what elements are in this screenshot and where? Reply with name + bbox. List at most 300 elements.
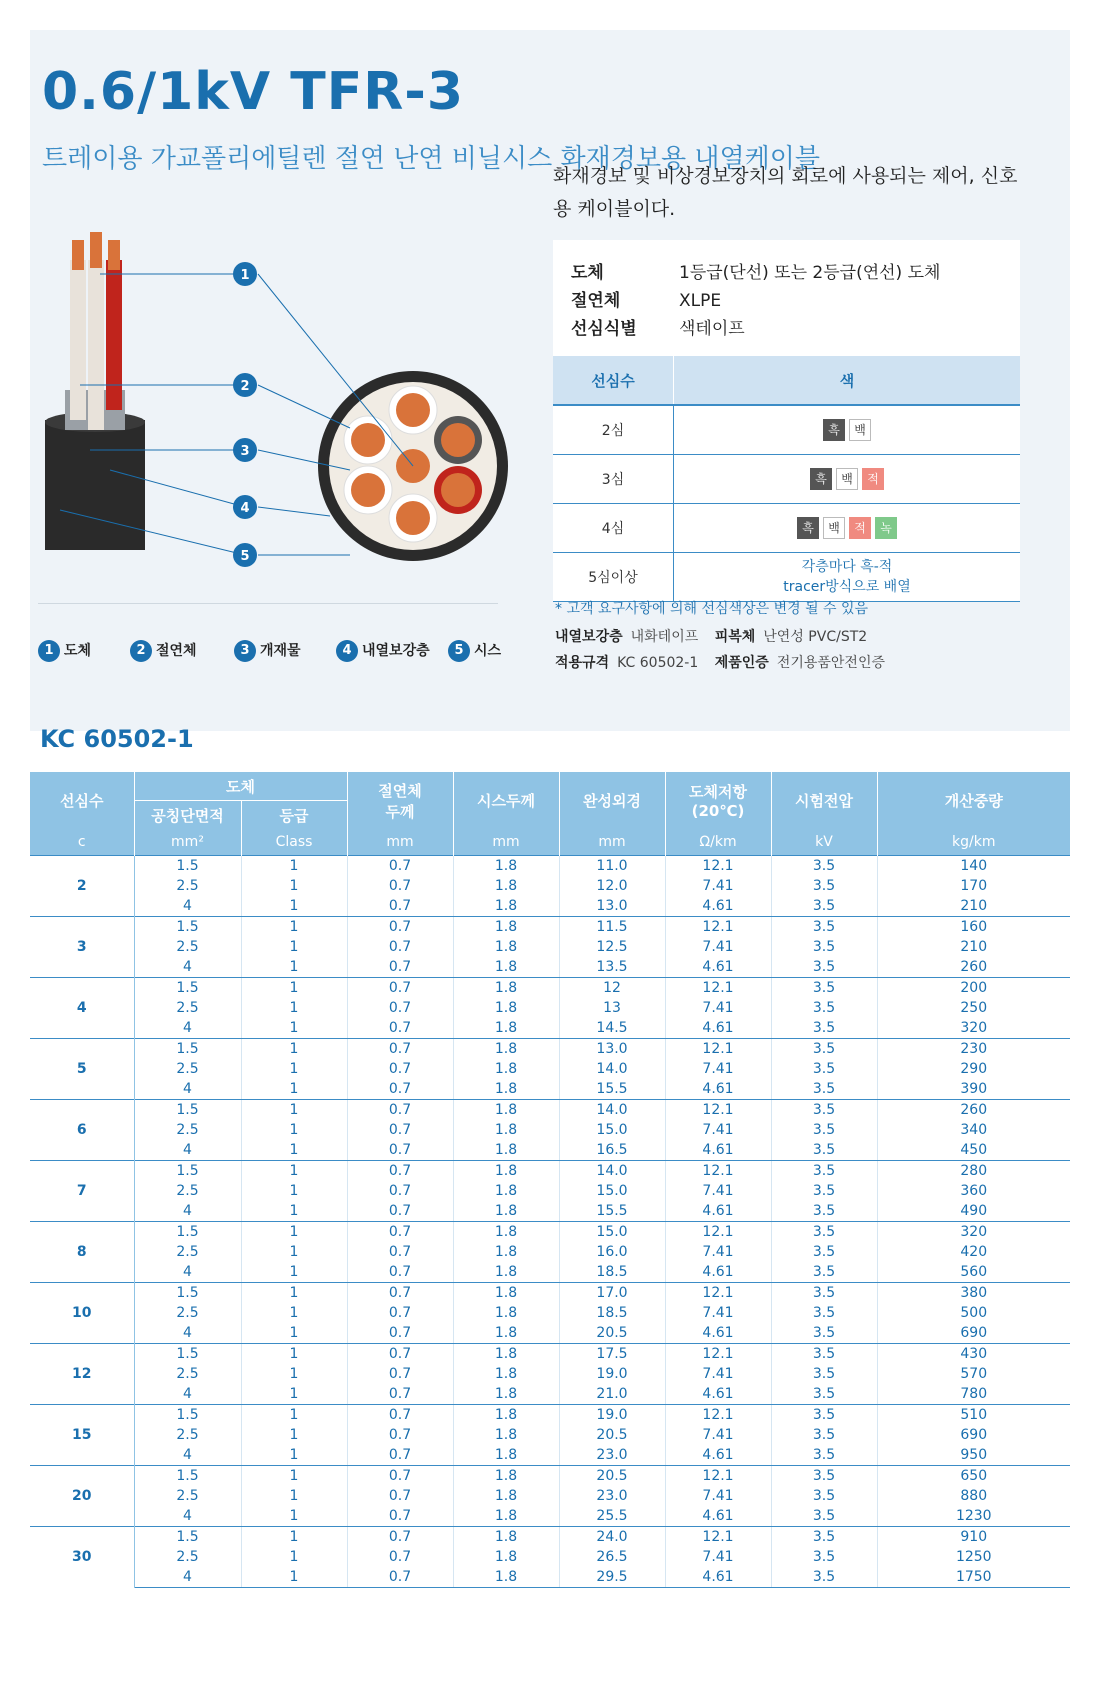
core-count-cell: 20 [30,1466,134,1527]
class-cell: 1 [241,1486,347,1506]
insulation-cell: 0.7 [347,1283,453,1304]
table-row [30,1567,1070,1588]
area-cell: 1.5 [134,1222,241,1243]
class-cell: 1 [241,937,347,957]
table-row [30,1283,1070,1304]
col-header-insulation: 절연체 두께 [347,772,453,829]
area-cell: 4 [134,1262,241,1283]
resistance-cell: 4.61 [665,957,771,978]
insulation-cell: 0.7 [347,1486,453,1506]
table-row [30,876,1070,896]
color-chip: 흑 [810,468,832,490]
table-row [30,1161,1070,1182]
resistance-cell: 4.61 [665,1140,771,1161]
area-cell: 2.5 [134,937,241,957]
area-cell: 1.5 [134,1344,241,1365]
sheath-cell: 1.8 [453,1323,559,1344]
resistance-cell: 4.61 [665,1079,771,1100]
resistance-cell: 7.41 [665,998,771,1018]
resistance-cell: 7.41 [665,1425,771,1445]
weight-cell: 390 [877,1079,1070,1100]
unit-class: Class [241,829,347,856]
table-row [30,1547,1070,1567]
weight-cell: 170 [960,878,988,894]
weight-cell: 250 [960,1000,988,1016]
legend-item [234,638,301,664]
insulation-cell: 0.7 [347,1466,453,1487]
spec-key: 선심식별 [571,319,637,339]
spec-box [553,240,1020,356]
sheath-cell: 1.8 [453,1445,559,1466]
sheath-cell: 1.8 [453,856,559,877]
color-note: * 고객 요구사항에 의해 선심색상은 변경 될 수 있음 [555,601,869,617]
weight-cell: 360 [960,1183,988,1199]
class-cell: 1 [241,1344,347,1365]
weight-cell: 570 [960,1366,988,1382]
insulation-cell: 0.7 [347,1384,453,1405]
svg-text:4: 4 [240,501,250,516]
insulation-cell: 0.7 [347,1161,453,1182]
resistance-cell: 12.1 [665,856,771,877]
sheath-value: 난연성 PVC/ST2 [763,629,868,645]
od-cell: 24.0 [559,1527,665,1548]
insulation-cell: 0.7 [347,1425,453,1445]
weight-cell: 650 [877,1466,1070,1487]
table-row [30,1201,1070,1222]
table-row [30,1527,1070,1548]
insulation-cell: 0.7 [347,1039,453,1060]
od-cell: 26.5 [559,1547,665,1567]
class-cell: 1 [241,978,347,999]
od-cell: 12 [559,978,665,999]
legend-label: 도체 [64,643,92,659]
sheath-cell: 1.8 [453,1364,559,1384]
voltage-cell: 3.5 [771,1405,877,1426]
color-chip: 적 [862,468,884,490]
od-cell: 21.0 [559,1384,665,1405]
class-cell: 1 [241,1161,347,1182]
resistance-cell: 12.1 [665,1527,771,1548]
core-count-cell: 6 [30,1100,134,1161]
class-cell: 1 [241,1242,347,1262]
class-cell: 1 [241,1059,347,1079]
od-cell: 13.0 [559,896,665,917]
class-cell: 1 [241,1201,347,1222]
sheath-cell: 1.8 [453,1039,559,1060]
weight-cell: 200 [877,978,1070,999]
class-cell: 1 [241,856,347,877]
class-cell: 1 [241,1466,347,1487]
table-row [30,1364,1070,1384]
area-cell: 2.5 [134,1242,241,1262]
spec-value: 1등급(단선) 또는 2등급(연선) 도체 [679,263,941,283]
resistance-cell: 12.1 [665,917,771,938]
color-table-colors [674,504,1021,553]
weight-cell: 140 [877,856,1070,877]
weight-cell: 880 [960,1488,988,1504]
table-row [30,1323,1070,1344]
insulation-cell: 0.7 [347,978,453,999]
table-row [30,978,1070,999]
legend-item [448,638,501,664]
color-table-cores: 5심이상 [553,553,674,602]
resistance-cell: 12.1 [665,978,771,999]
insulation-cell: 0.7 [347,998,453,1018]
color-chip: 흑 [823,419,845,441]
color-table-row [553,553,1020,602]
legend-item [130,638,197,664]
legend-label: 시스 [474,643,502,659]
color-table-cores: 4심 [553,504,674,553]
voltage-cell: 3.5 [771,876,877,896]
insulation-cell: 0.7 [347,896,453,917]
insulation-cell: 0.7 [347,1364,453,1384]
table-row [30,1222,1070,1243]
unit-insulation: mm [347,829,453,856]
resistance-cell: 12.1 [665,1405,771,1426]
table-row [30,1384,1070,1405]
od-cell: 14.0 [559,1161,665,1182]
class-cell: 1 [241,1018,347,1039]
voltage-cell: 3.5 [771,1425,877,1445]
core-count-cell: 10 [30,1283,134,1344]
core-count-cell: 15 [30,1405,134,1466]
table-row [30,896,1070,917]
table-row [30,1120,1070,1140]
legend-label: 내열보강층 [362,643,430,659]
insulation-cell: 0.7 [347,1242,453,1262]
area-cell: 2.5 [134,998,241,1018]
class-cell: 1 [241,1100,347,1121]
table-row [30,1466,1070,1487]
od-cell: 15.0 [559,1120,665,1140]
voltage-cell: 3.5 [771,978,877,999]
voltage-cell: 3.5 [771,1161,877,1182]
area-cell: 2.5 [134,1303,241,1323]
voltage-cell: 3.5 [771,1079,877,1100]
standard-title: KC 60502-1 [40,725,194,753]
color-table-header-cores: 선심수 [553,356,674,405]
resistance-cell: 7.41 [665,1120,771,1140]
voltage-cell: 3.5 [771,1018,877,1039]
page-subtitle: 트레이용 가교폴리에틸렌 절연 난연 비닐시스 화재경보용 내열케이블 [42,144,820,174]
class-cell: 1 [241,896,347,917]
resistance-cell: 4.61 [665,1506,771,1527]
sheath-cell: 1.8 [453,896,559,917]
area-cell: 4 [134,896,241,917]
unit-sheath: mm [453,829,559,856]
color-chip: 백 [849,419,871,441]
voltage-cell: 3.5 [771,1486,877,1506]
insulation-cell: 0.7 [347,856,453,877]
spec-row [571,314,745,339]
area-cell: 2.5 [134,1486,241,1506]
voltage-cell: 3.5 [771,998,877,1018]
legend-number-icon: 1 [38,640,60,662]
sheath-cell: 1.8 [453,1059,559,1079]
sheath-cell: 1.8 [453,1181,559,1201]
core-count-cell: 8 [30,1222,134,1283]
insulation-cell: 0.7 [347,1323,453,1344]
svg-text:3: 3 [240,444,250,459]
weight-cell: 210 [877,896,1070,917]
insulation-cell: 0.7 [347,1506,453,1527]
resistance-cell: 4.61 [665,1262,771,1283]
voltage-cell: 3.5 [771,1323,877,1344]
weight-cell: 320 [877,1018,1070,1039]
od-cell: 13.5 [559,957,665,978]
class-cell: 1 [241,1140,347,1161]
class-cell: 1 [241,1405,347,1426]
cable-sheath-shape [45,420,145,550]
resistance-cell: 4.61 [665,1445,771,1466]
sheath-cell: 1.8 [453,1303,559,1323]
reinforce-label: 내열보강층 [555,629,623,645]
sheath-cell: 1.8 [453,1100,559,1121]
legend-number-icon: 4 [336,640,358,662]
color-table-cores: 2심 [553,405,674,455]
legend-divider [38,603,498,604]
sheath-cell: 1.8 [453,1018,559,1039]
sheath-cell: 1.8 [453,1425,559,1445]
resistance-cell: 7.41 [665,1242,771,1262]
voltage-cell: 3.5 [771,1222,877,1243]
product-description: 화재경보 및 비상경보장치의 회로에 사용되는 제어, 신호용 케이블이다. [553,165,1018,220]
insulation-cell: 0.7 [347,937,453,957]
class-cell: 1 [241,1262,347,1283]
col-header-voltage: 시험전압 [771,772,877,829]
resistance-cell: 7.41 [665,876,771,896]
od-cell: 18.5 [559,1262,665,1283]
legend-number-icon: 3 [234,640,256,662]
insulation-cell: 0.7 [347,1262,453,1283]
unit-area: mm² [134,829,241,856]
sheath-cell: 1.8 [453,937,559,957]
legend-item [336,638,430,664]
resistance-cell: 12.1 [665,1039,771,1060]
area-cell: 1.5 [134,856,241,877]
spec-value: XLPE [679,291,722,311]
table-row [30,1039,1070,1060]
table-row [30,1262,1070,1283]
sheath-cell: 1.8 [453,1161,559,1182]
sheath-cell: 1.8 [453,876,559,896]
color-table-colors [674,553,1021,602]
weight-cell: 450 [877,1140,1070,1161]
weight-cell: 490 [877,1201,1070,1222]
od-cell: 19.0 [559,1364,665,1384]
voltage-cell: 3.5 [771,1567,877,1588]
resistance-cell: 12.1 [665,1222,771,1243]
insulation-cell: 0.7 [347,1059,453,1079]
weight-cell: 690 [960,1427,988,1443]
od-cell: 29.5 [559,1567,665,1588]
sheath-cell: 1.8 [453,998,559,1018]
class-cell: 1 [241,1527,347,1548]
od-cell: 13 [559,998,665,1018]
table-row [30,917,1070,938]
voltage-cell: 3.5 [771,917,877,938]
color-table-cores: 3심 [553,455,674,504]
od-cell: 20.5 [559,1466,665,1487]
sheath-cell: 1.8 [453,1079,559,1100]
legend-number-icon: 5 [448,640,470,662]
voltage-cell: 3.5 [771,1100,877,1121]
voltage-cell: 3.5 [771,1344,877,1365]
class-cell: 1 [241,1547,347,1567]
area-cell: 2.5 [134,1059,241,1079]
sheath-cell: 1.8 [453,978,559,999]
area-cell: 1.5 [134,917,241,938]
resistance-cell: 12.1 [665,1283,771,1304]
sheath-cell: 1.8 [453,1242,559,1262]
svg-text:5: 5 [240,549,250,564]
sheath-cell: 1.8 [453,1384,559,1405]
core-count-cell: 3 [30,917,134,978]
area-cell: 2.5 [134,1181,241,1201]
insulation-cell: 0.7 [347,1140,453,1161]
core-count-cell: 4 [30,978,134,1039]
table-row [30,1140,1070,1161]
class-cell: 1 [241,1425,347,1445]
insulation-cell: 0.7 [347,1100,453,1121]
color-rule-line-2: tracer방식으로 배열 [783,579,911,595]
resistance-cell: 7.41 [665,937,771,957]
resistance-cell: 7.41 [665,1181,771,1201]
core-count-cell: 30 [30,1527,134,1588]
area-cell: 4 [134,1018,241,1039]
od-cell: 14.0 [559,1100,665,1121]
legend-item [38,638,91,664]
insulation-cell: 0.7 [347,957,453,978]
sheath-cell: 1.8 [453,1466,559,1487]
class-cell: 1 [241,998,347,1018]
od-cell: 20.5 [559,1323,665,1344]
sheath-cell: 1.8 [453,1506,559,1527]
area-cell: 4 [134,1140,241,1161]
weight-cell: 690 [877,1323,1070,1344]
sheath-cell: 1.8 [453,1344,559,1365]
col-header-sheath: 시스두께 [453,772,559,829]
legend-label: 개재물 [260,643,301,659]
sheath-cell: 1.8 [453,957,559,978]
insulation-cell: 0.7 [347,1303,453,1323]
weight-cell: 420 [960,1244,988,1260]
resistance-cell: 4.61 [665,1384,771,1405]
table-row [30,937,1070,957]
color-table-row [553,405,1020,455]
weight-cell: 1250 [955,1549,992,1565]
voltage-cell: 3.5 [771,896,877,917]
od-cell: 17.5 [559,1344,665,1365]
legend-number-icon: 2 [130,640,152,662]
spec-row [571,286,721,311]
od-cell: 12.5 [559,937,665,957]
voltage-cell: 3.5 [771,1466,877,1487]
color-table-colors [674,455,1021,504]
od-cell: 25.5 [559,1506,665,1527]
resistance-cell: 7.41 [665,1547,771,1567]
sheath-cell: 1.8 [453,1283,559,1304]
class-cell: 1 [241,1364,347,1384]
color-table-row [553,504,1020,553]
sheath-label: 피복체 [714,629,756,645]
component-legend [38,638,508,666]
table-row [30,1405,1070,1426]
area-cell: 2.5 [134,1364,241,1384]
sheath-cell: 1.8 [453,1547,559,1567]
od-cell: 20.5 [559,1425,665,1445]
area-cell: 1.5 [134,1527,241,1548]
weight-cell: 510 [877,1405,1070,1426]
resistance-cell: 7.41 [665,1059,771,1079]
weight-cell: 500 [960,1305,988,1321]
class-cell: 1 [241,1323,347,1344]
sheath-cell: 1.8 [453,1120,559,1140]
class-cell: 1 [241,1222,347,1243]
resistance-cell: 12.1 [665,1344,771,1365]
table-row [30,1242,1070,1262]
unit-weight: kg/km [877,829,1070,856]
od-cell: 11.5 [559,917,665,938]
table-row [30,998,1070,1018]
col-header-od: 완성외경 [559,772,665,829]
color-identification-table [553,356,1020,602]
sheath-cell: 1.8 [453,1527,559,1548]
area-cell: 1.5 [134,978,241,999]
area-cell: 2.5 [134,1425,241,1445]
col-header-cores: 선심수 [30,772,134,829]
weight-cell: 910 [877,1527,1070,1548]
voltage-cell: 3.5 [771,1384,877,1405]
voltage-cell: 3.5 [771,1303,877,1323]
color-table-header-color: 색 [674,356,1021,405]
od-cell: 14.0 [559,1059,665,1079]
spec-data-table [30,772,1070,1588]
resistance-cell: 12.1 [665,1161,771,1182]
area-cell: 1.5 [134,1039,241,1060]
area-cell: 1.5 [134,1100,241,1121]
area-cell: 2.5 [134,1547,241,1567]
spec-value: 색테이프 [679,319,745,339]
sheath-cell: 1.8 [453,1405,559,1426]
weight-cell: 320 [877,1222,1070,1243]
voltage-cell: 3.5 [771,1120,877,1140]
cable-cross-section-diagram [30,200,550,600]
insulation-cell: 0.7 [347,1527,453,1548]
unit-resistance: Ω/km [665,829,771,856]
area-cell: 4 [134,1567,241,1588]
table-row [30,1181,1070,1201]
sheath-cell: 1.8 [453,1262,559,1283]
color-table-row [553,455,1020,504]
table-row [30,1079,1070,1100]
unit-voltage: kV [771,829,877,856]
voltage-cell: 3.5 [771,1547,877,1567]
voltage-cell: 3.5 [771,1201,877,1222]
svg-text:1: 1 [240,268,250,283]
col-header-class: 등급 [241,801,347,830]
insulation-cell: 0.7 [347,1201,453,1222]
standard-value: KC 60502-1 [617,655,699,671]
insulation-cell: 0.7 [347,1344,453,1365]
weight-cell: 340 [960,1122,988,1138]
table-row [30,1344,1070,1365]
legend-label: 절연체 [156,643,197,659]
color-chip: 흑 [797,517,819,539]
col-header-weight: 개산중량 [877,772,1070,829]
resistance-cell: 12.1 [665,1100,771,1121]
